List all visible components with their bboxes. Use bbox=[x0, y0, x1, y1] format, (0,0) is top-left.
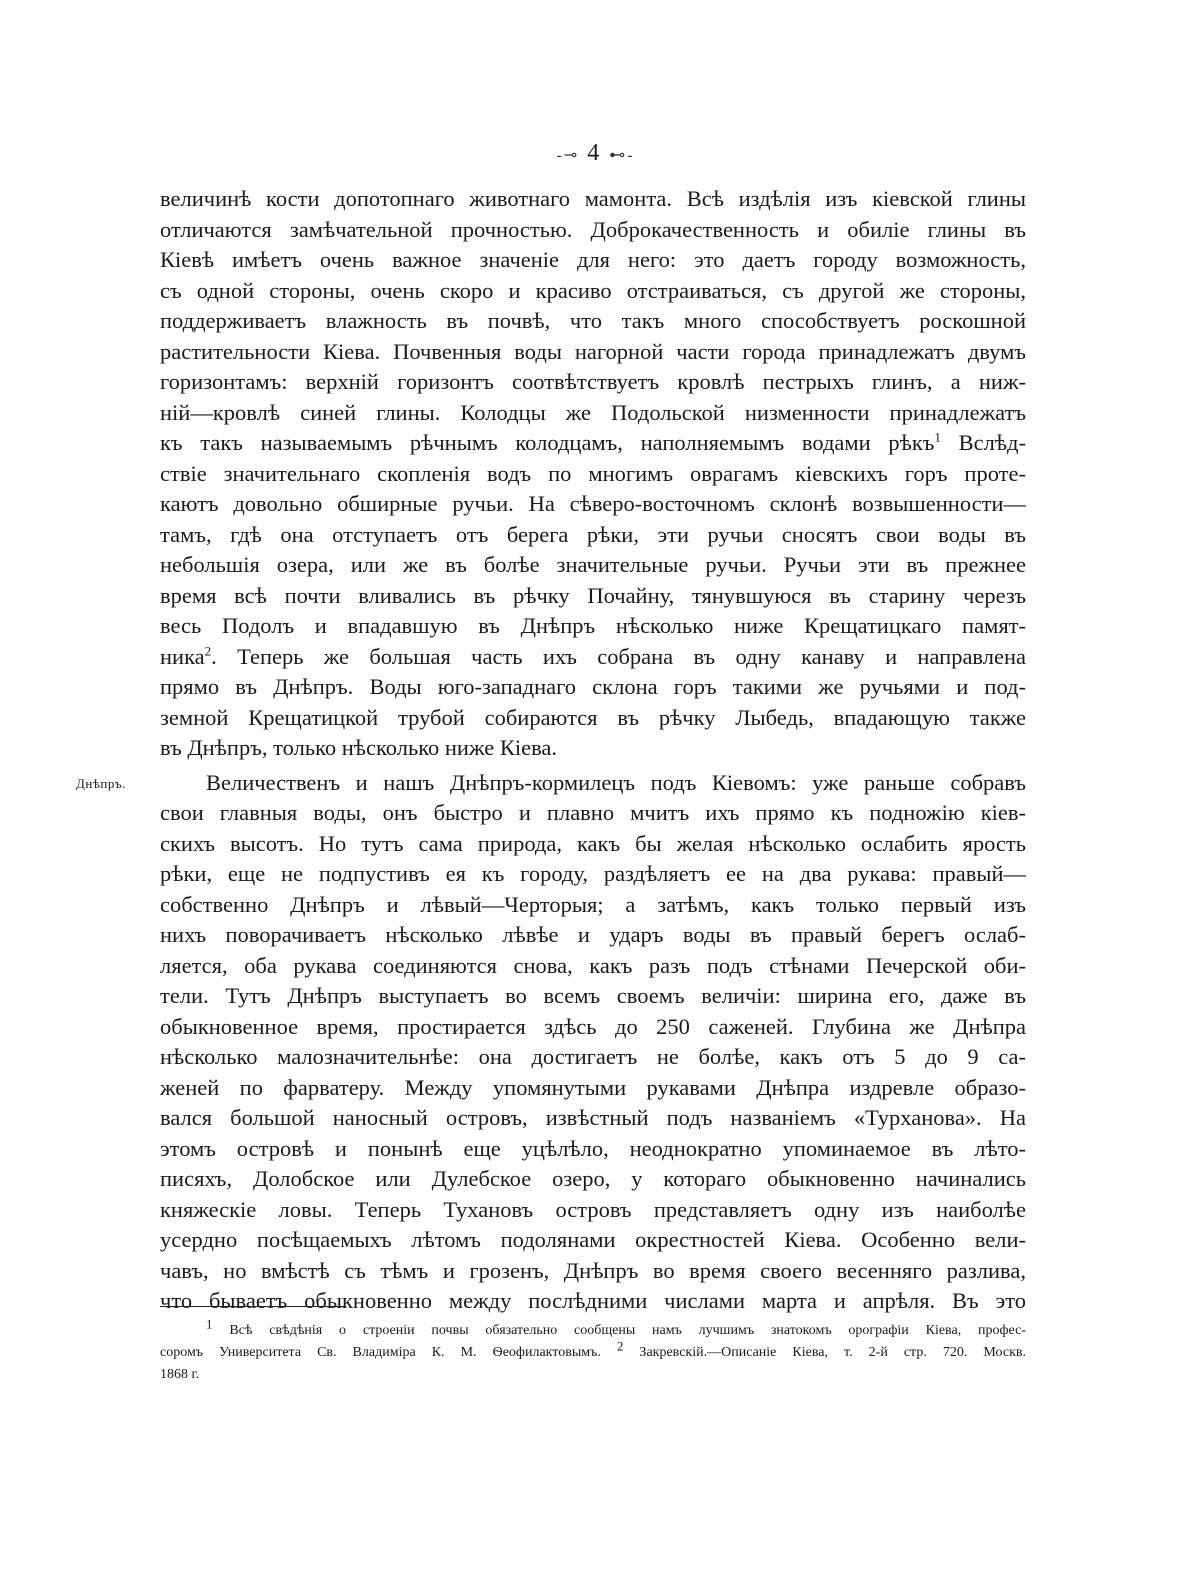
margin-note: Днѣпръ. bbox=[76, 776, 126, 791]
body-text bbox=[160, 184, 1026, 1317]
footnote-divider bbox=[160, 1306, 346, 1307]
footnote-mark: 2 bbox=[616, 1338, 624, 1354]
footnote-line bbox=[160, 1338, 1026, 1364]
text-line: Величественъ и нашъ Днѣпръ-кормилецъ подъ Кіевомъ: уже раньше собравъ bbox=[206, 769, 1026, 795]
text-line: усердно посѣщаемыхъ лѣтомъ подолянами окрестностей Кіева. Особенно вели- bbox=[160, 1227, 1026, 1252]
text-line: что бываетъ обыкновенно между послѣдними числами марта и апрѣля. Въ это bbox=[160, 1288, 1026, 1313]
page-number-header bbox=[0, 140, 1191, 167]
text-line: нихъ поворачиваетъ нѣсколько лѣвѣе и ударъ воды въ правый берегъ ослаб- bbox=[160, 922, 1026, 947]
text-line: женей по фарватеру. Между упомянутыми рукавами Днѣпра издревле образо- bbox=[160, 1074, 1026, 1100]
text-line: ствіе значительнаго скопленія водъ по многимъ оврагамъ кіевскихъ горъ проте- bbox=[160, 460, 1026, 486]
text-line: каютъ довольно обширные ручьи. На сѣверо-восточномъ склонѣ возвышенности— bbox=[160, 491, 1026, 516]
footnote-line bbox=[160, 1316, 1026, 1342]
text-line: время всѣ почти вливались въ рѣчку Почайну, тянувшуюся въ старину черезъ bbox=[160, 582, 1026, 608]
text-line: прямо въ Днѣпръ. Воды юго-западнаго склона горъ такими же ручьями и под- bbox=[160, 674, 1026, 699]
footnote-text: Закревскій.—Описаніе Кіева, т. 2-й стр. 720. Москв. bbox=[623, 1345, 1026, 1360]
footnotes bbox=[160, 1316, 1026, 1386]
text-line bbox=[160, 428, 1026, 459]
text-line: этомъ островѣ и понынѣ еще уцѣлѣло, неоднократно упоминаемое въ лѣто- bbox=[160, 1135, 1026, 1161]
text-line: небольшія озера, или же въ болѣе значительные ручьи. Ручьи эти въ прежнее bbox=[160, 552, 1026, 577]
text-line bbox=[160, 642, 1026, 673]
text-line: тамъ, гдѣ она отступаетъ отъ берега рѣки, эти ручьи сносятъ свои воды въ bbox=[160, 521, 1026, 547]
text-segment: Вслѣд- bbox=[940, 430, 1026, 455]
text-line: величинѣ кости допотопнаго животнаго мамонта. Всѣ издѣлія изъ кіевской глины bbox=[160, 186, 1026, 211]
text-line: поддерживаетъ влажность въ почвѣ, что такъ много способствуетъ роскошной bbox=[160, 308, 1026, 333]
page-number: 4 bbox=[587, 140, 602, 166]
text-line: горизонтамъ: верхній горизонтъ соотвѣтствуетъ кровлѣ пестрыхъ глинъ, а ниж- bbox=[160, 369, 1026, 394]
footnote-line: 1868 г. bbox=[160, 1367, 200, 1382]
text-line: вался большой наносный островъ, извѣстный подъ названіемъ «Турханова». На bbox=[160, 1105, 1026, 1130]
text-line: ній—кровлѣ синей глины. Колодцы же Подольской низменности принадлежатъ bbox=[160, 399, 1026, 425]
text-line: ляется, оба рукава соединяются снова, какъ разъ подъ стѣнами Печерской оби- bbox=[160, 952, 1026, 978]
text-line: тели. Тутъ Днѣпръ выступаетъ во всемъ своемъ величіи: ширина его, даже въ bbox=[160, 983, 1026, 1008]
text-line: обыкновенное время, простирается здѣсь до 250 саженей. Глубина же Днѣпра bbox=[160, 1013, 1026, 1039]
footnote-mark: 1 bbox=[206, 1316, 213, 1332]
text-line: Кіевѣ имѣетъ очень важное значеніе для него: это даетъ городу возможность, bbox=[160, 247, 1026, 272]
text-line: въ Днѣпръ, только нѣсколько ниже Кіева. bbox=[160, 735, 558, 760]
footnote-mark: 2 bbox=[204, 643, 212, 658]
footnote-text: Всѣ свѣдѣнія о строеніи почвы обязательно сообщены намъ лучшимъ знатокомъ орографіи Кіева, профес- bbox=[229, 1323, 1026, 1338]
text-line: собственно Днѣпръ и лѣвый—Черторыя; а затѣмъ, какъ только первый изъ bbox=[160, 891, 1026, 917]
text-line: отличаются замѣчательной прочностью. Доброкачественность и обиліе глины въ bbox=[160, 216, 1026, 242]
text-line: писяхъ, Долобское или Дулебское озеро, у котораго обыкновенно начинались bbox=[160, 1166, 1026, 1191]
footnote-mark: 1 bbox=[934, 429, 941, 445]
text-line: съ одной стороны, очень скоро и красиво отстраиваться, съ другой же стороны, bbox=[160, 277, 1026, 303]
footnote-text: соромъ Университета Св. Владиміра К. М. Ѳеофилактовымъ. bbox=[160, 1345, 601, 1360]
text-line: свои главныя воды, онъ быстро и плавно мчитъ ихъ прямо къ подножію кіев- bbox=[160, 800, 1026, 825]
text-line: земной Крещатицкой трубой собираются въ рѣчку Лыбедь, впадающую также bbox=[160, 704, 1026, 730]
ornament-right: ⊷- bbox=[609, 147, 635, 164]
ornament-left: -⊸ bbox=[556, 147, 580, 164]
text-line: весь Подолъ и впадавшую въ Днѣпръ нѣсколько ниже Крещатицкаго памят- bbox=[160, 613, 1026, 638]
text-line: рѣки, еще не подпустивъ ея къ городу, раздѣляетъ ее на два рукава: правый— bbox=[160, 861, 1026, 886]
text-segment: ника bbox=[160, 643, 205, 669]
text-line: чавъ, но вмѣстѣ съ тѣмъ и грозенъ, Днѣпръ во время своего весенняго разлива, bbox=[160, 1257, 1026, 1283]
text-line: нѣсколько малозначительнѣе: она достигаетъ не болѣе, какъ отъ 5 до 9 са- bbox=[160, 1044, 1026, 1069]
text-line: скихъ высотъ. Но тутъ сама природа, какъ бы желая нѣсколько ослабить ярость bbox=[160, 830, 1026, 856]
text-segment: . Теперь же большая часть ихъ собрана въ одну канаву и направлена bbox=[211, 643, 1026, 669]
text-line: княжескіе ловы. Теперь Тухановъ островъ представляетъ одну изъ наиболѣе bbox=[160, 1196, 1026, 1222]
text-segment: къ такъ называемымъ рѣчнымъ колодцамъ, наполняемымъ водами рѣкъ bbox=[160, 430, 935, 455]
text-line: растительности Кіева. Почвенныя воды нагорной части города принадлежатъ двумъ bbox=[160, 338, 1026, 364]
